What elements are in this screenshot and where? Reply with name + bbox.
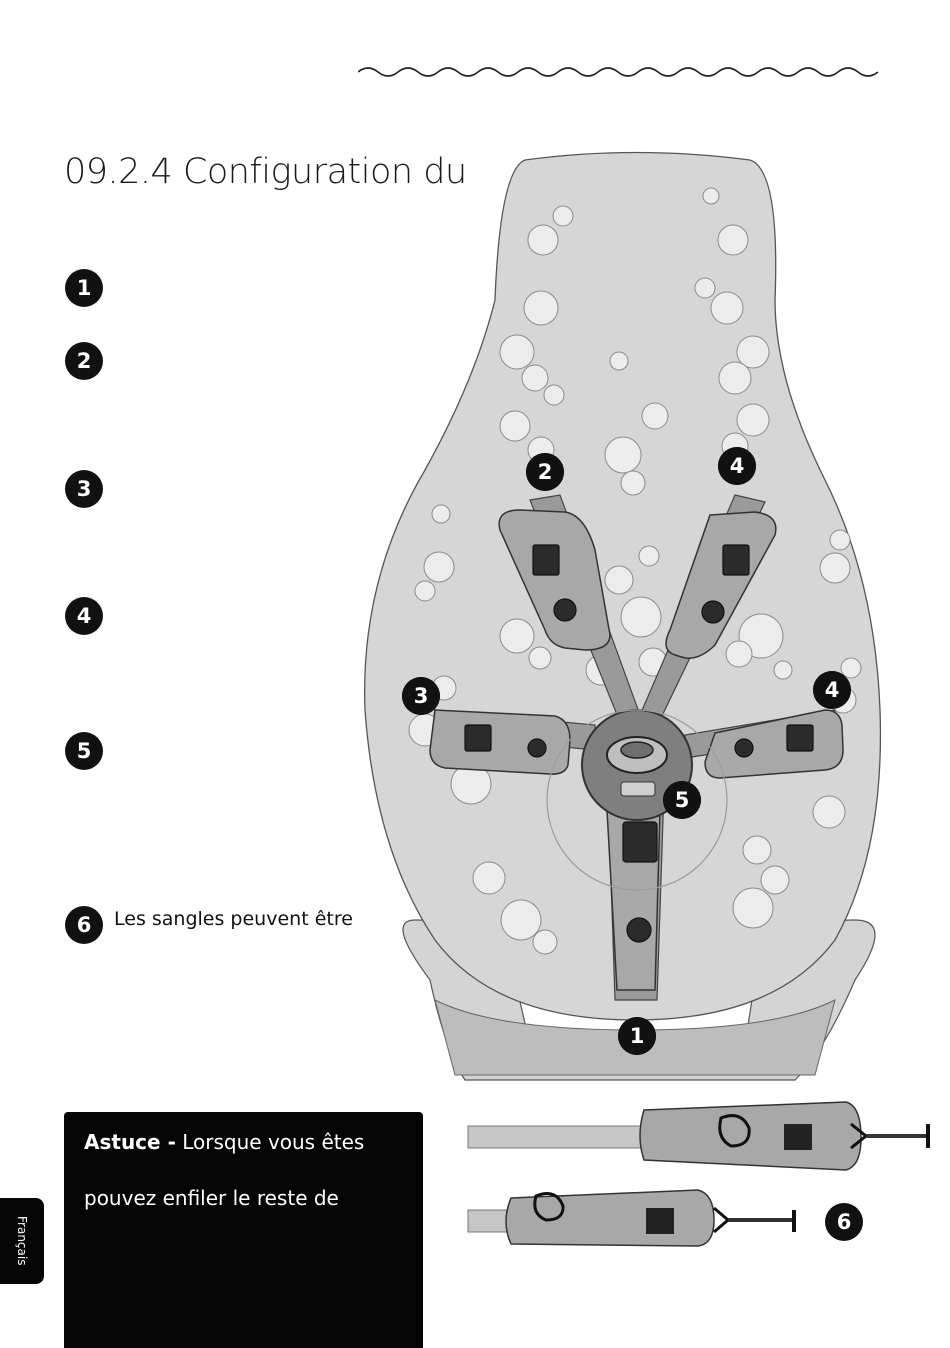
step-6-text: Les sangles peuvent être (114, 908, 353, 930)
diagram-callout-4-top: 4 (718, 447, 756, 485)
diagram-callout-2: 2 (526, 453, 564, 491)
step-4-badge: 4 (65, 597, 103, 635)
diagram-callout-6: 6 (825, 1203, 863, 1241)
tip-first-line (84, 1130, 403, 1154)
tip-label: Astuce - (84, 1130, 176, 1154)
diagram-callout-4-right: 4 (813, 671, 851, 709)
shoulder-pad-detail-illustration (466, 1098, 936, 1248)
step-6-badge: 6 (65, 906, 103, 944)
diagram-callout-5: 5 (663, 781, 701, 819)
language-tab (0, 1198, 44, 1284)
page-title: 09.2.4 Configuration du (64, 152, 467, 192)
step-5-badge: 5 (65, 732, 103, 770)
diagram-callout-1: 1 (618, 1017, 656, 1055)
tip-line1-text: Lorsque vous êtes (182, 1130, 365, 1154)
diagram-callout-3: 3 (402, 677, 440, 715)
tip-line2-text: pouvez enfiler le reste de (84, 1186, 339, 1210)
tip-box (64, 1112, 423, 1348)
car-seat-harness-illustration (355, 150, 915, 1090)
language-tab-label: Français (15, 1216, 29, 1266)
step-2-badge: 2 (65, 342, 103, 380)
step-1-badge: 1 (65, 269, 103, 307)
decorative-wave-line (358, 62, 888, 82)
step-3-badge: 3 (65, 470, 103, 508)
